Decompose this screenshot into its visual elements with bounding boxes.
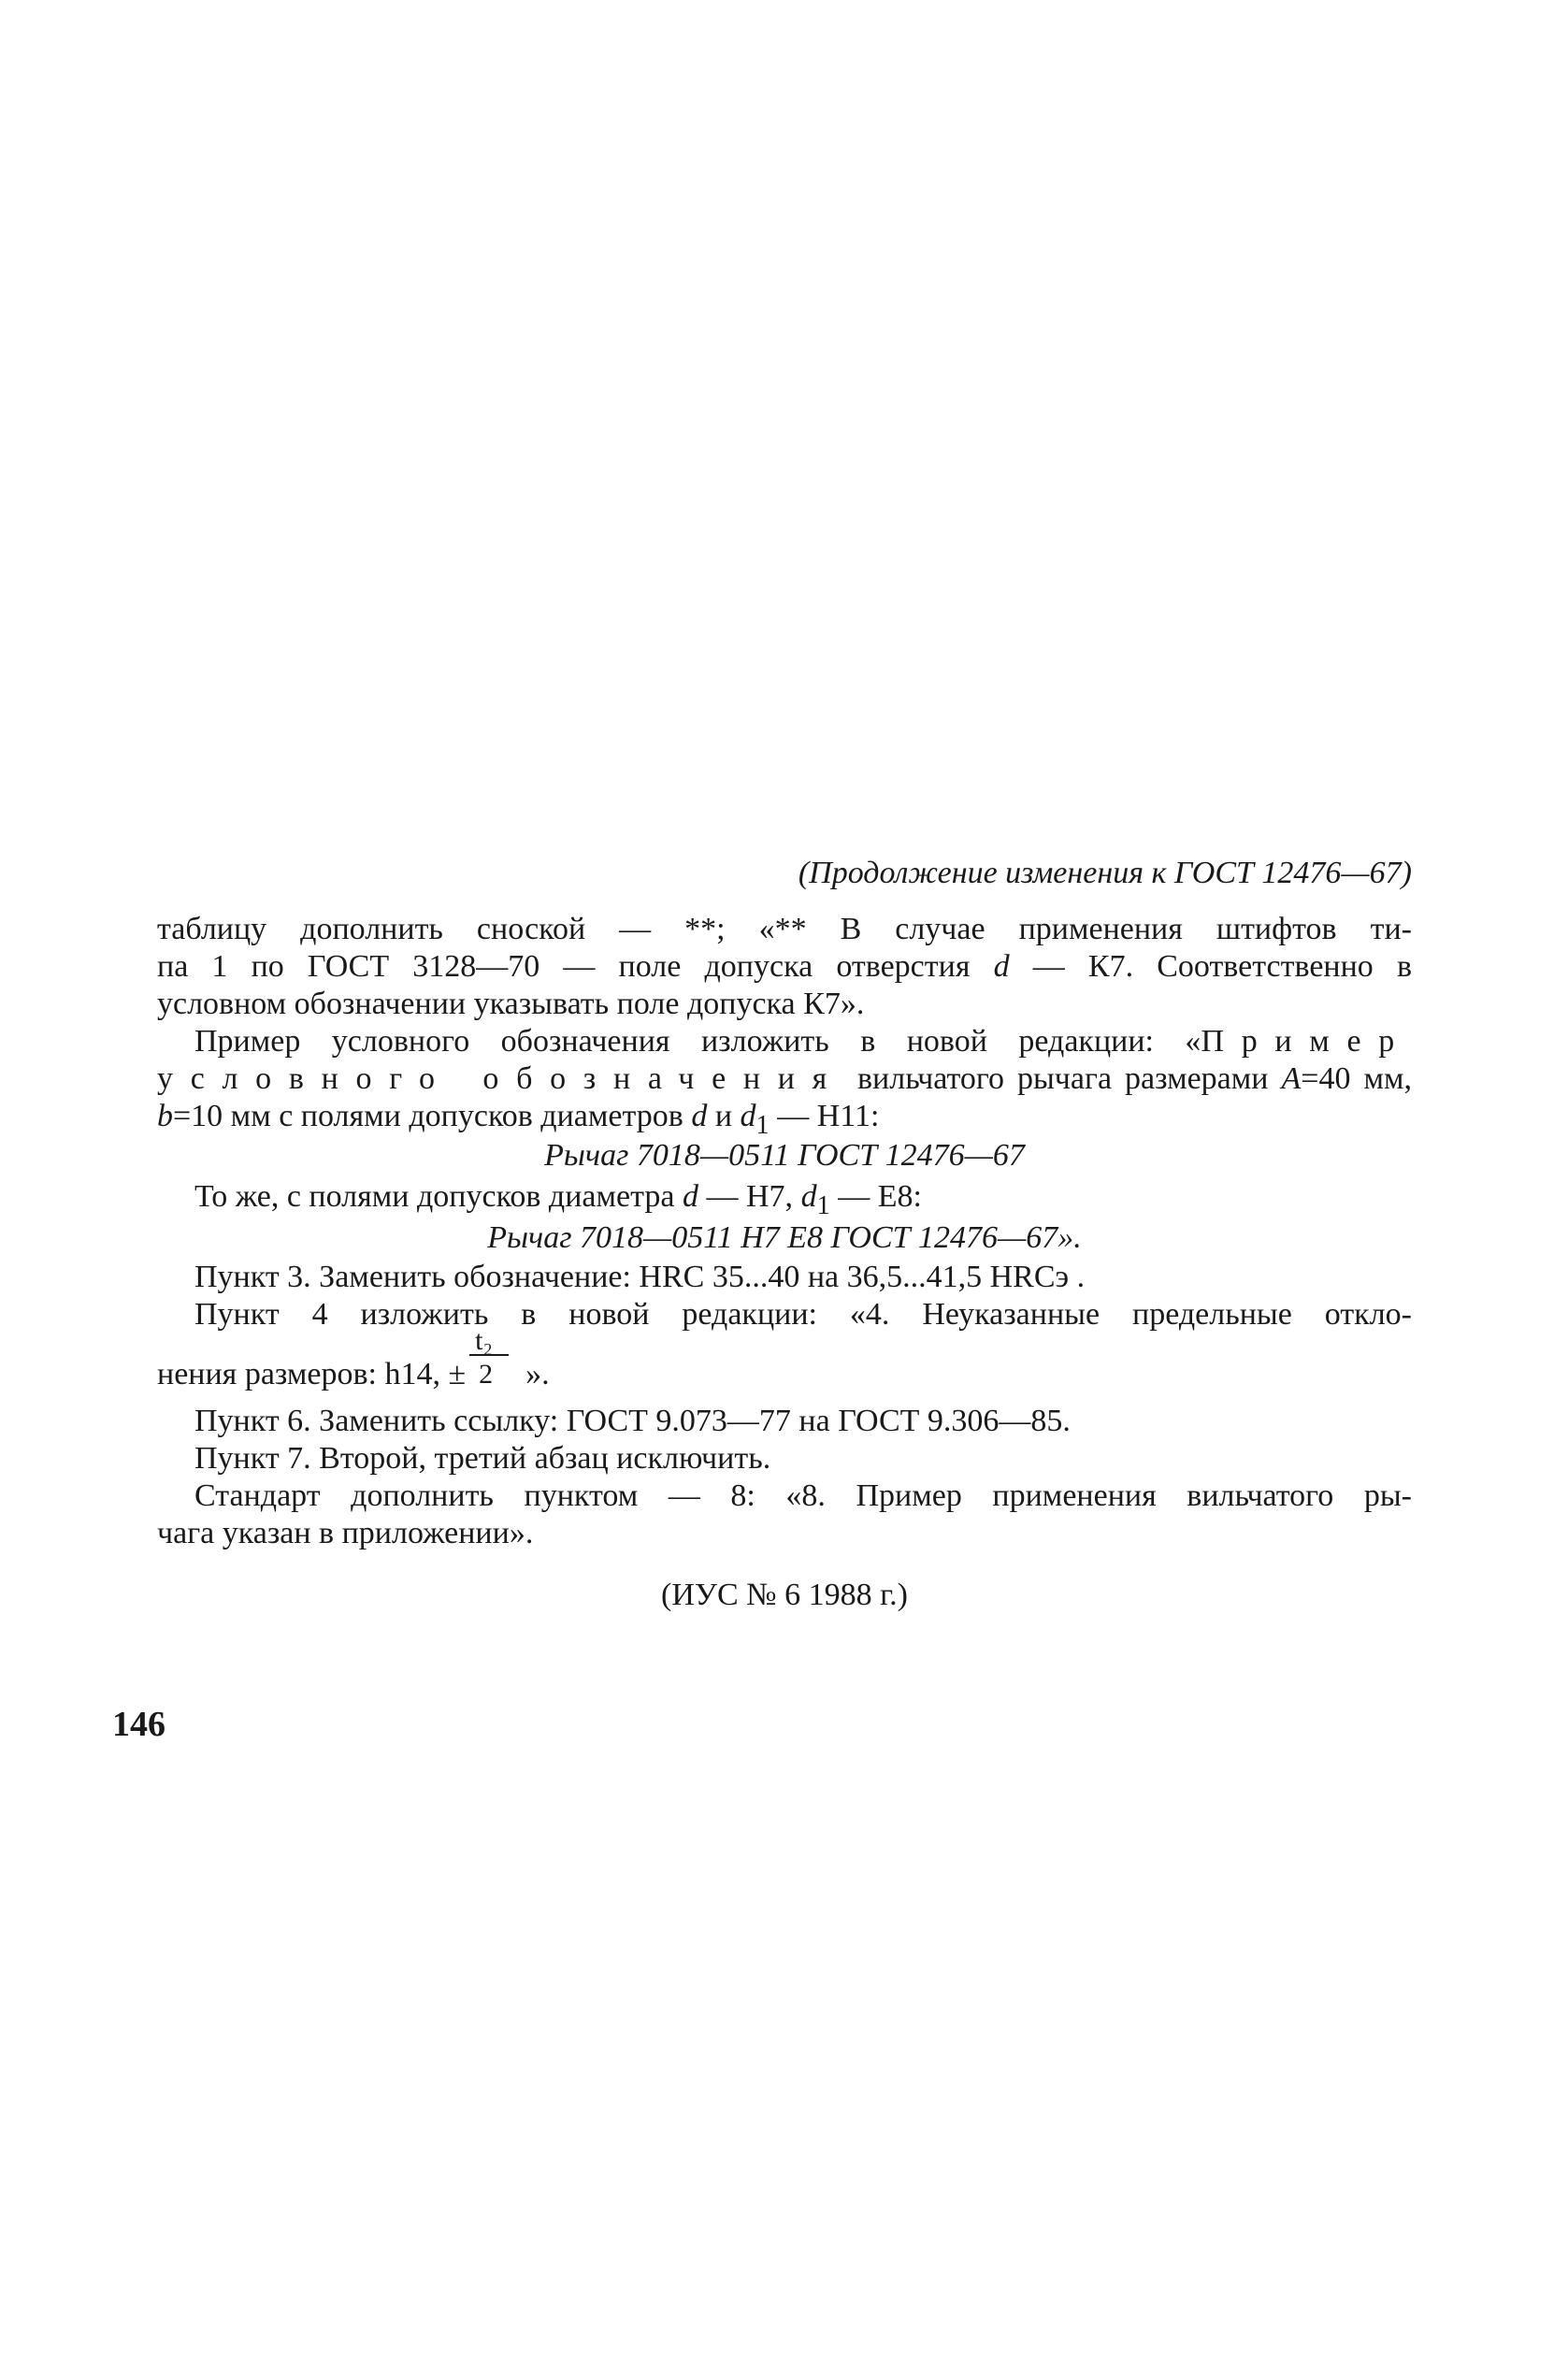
item-6: Пункт 6. Заменить ссылку: ГОСТ 9.073—77 на ГОСТ 9.306—85. bbox=[194, 1404, 1071, 1438]
item-4-line-2: нения размеров: h14, ± $\frac{\text{t₂}}{2}$ ». bbox=[157, 1325, 550, 1391]
source-reference: (ИУС № 6 1988 г.) bbox=[661, 1578, 908, 1612]
paragraph-3: То же, с полями допусков диаметра d — Н7, $d_1$ — Е8: bbox=[194, 1179, 922, 1220]
paragraph-2-line-2: условного обозначения вильчатого рычага размерами А=40 мм, bbox=[157, 1061, 1412, 1096]
page-number: 146 bbox=[112, 1705, 165, 1744]
fraction-t2-over-2: $\frac{\text{t₂}}{2}$ bbox=[466, 1352, 512, 1384]
item-7: Пункт 7. Второй, третий абзац исключить. bbox=[194, 1441, 771, 1476]
item-8-line-1: Стандарт дополнить пунктом — 8: «8. Пример применения вильчатого ры- bbox=[194, 1478, 1412, 1513]
continuation-header: (Продолжение изменения к ГОСТ 12476—67) bbox=[798, 856, 1412, 890]
paragraph-2-line-3: b=10 мм с полями допусков диаметров d и $d_1$ — Н11: bbox=[157, 1099, 880, 1140]
example-designation-2: Рычаг 7018—0511 Н7 Е8 ГОСТ 12476—67». bbox=[487, 1220, 1082, 1255]
paragraph-1-line-2: па 1 по ГОСТ 3128—70 — поле допуска отверстия d — К7. Соответственно в bbox=[157, 949, 1412, 984]
paragraph-1-line-3: условном обозначении указывать поле допуска К7». bbox=[157, 987, 865, 1021]
paragraph-2-line-1: Пример условного обозначения изложить в новой редакции: «Пример bbox=[194, 1024, 1412, 1059]
item-8-line-2: чага указан в приложении». bbox=[157, 1516, 534, 1550]
item-3: Пункт 3. Заменить обозначение: HRC 35...40 на 36,5...41,5 HRCэ . bbox=[194, 1260, 1086, 1294]
example-designation-1: Рычаг 7018—0511 ГОСТ 12476—67 bbox=[544, 1138, 1025, 1173]
paragraph-1-line-1: таблицу дополнить сноской — **; «** В случае применения штифтов ти- bbox=[157, 912, 1412, 946]
item-4-line-1: Пункт 4 изложить в новой редакции: «4. Неуказанные предельные откло- bbox=[194, 1297, 1412, 1332]
